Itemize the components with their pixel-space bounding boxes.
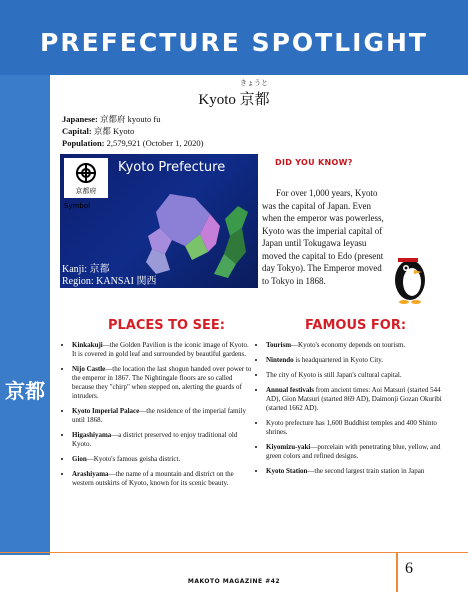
info-capital bbox=[62, 126, 134, 137]
prefecture-map bbox=[60, 154, 258, 288]
map-title: Kyoto Prefecture bbox=[118, 160, 226, 175]
population-label: Population: bbox=[62, 138, 105, 148]
furigana: きょうと bbox=[240, 79, 268, 87]
symbol-label: Symbol bbox=[64, 202, 91, 210]
info-japanese bbox=[62, 114, 160, 125]
list-item: • Nijo Castle—the location the last shogun handed over power to the emperor in 1867. The Nightingale floors are so called because they "chirp" when stepped on, alerting the guards of intruders. bbox=[72, 365, 252, 401]
places-heading: PLACES TO SEE: bbox=[108, 318, 225, 333]
kanji-line: Kanji: 京都 bbox=[62, 264, 110, 275]
population-value: 2,579,921 (October 1, 2020) bbox=[106, 138, 204, 148]
page-title: Kyoto 京都 bbox=[198, 92, 270, 108]
banner-title: PREFECTURE SPOTLIGHT bbox=[40, 28, 428, 57]
penguin-mascot-icon bbox=[390, 248, 430, 304]
capital-value: 京都 Kyoto bbox=[93, 126, 135, 136]
list-item: • Gion—Kyoto's famous geisha district. bbox=[72, 455, 252, 464]
famous-heading: FAMOUS FOR: bbox=[305, 318, 407, 333]
list-item: • Nintendo is headquartered in Kyoto City. bbox=[266, 356, 454, 365]
capital-label: Capital: bbox=[62, 126, 92, 136]
prefecture-symbol bbox=[64, 158, 108, 198]
places-list bbox=[60, 341, 252, 494]
japanese-value: 京都府 kyouto fu bbox=[100, 114, 161, 124]
list-item: • Higashiyama—a district preserved to enjoy traditional old Kyoto. bbox=[72, 431, 252, 449]
footer-divider bbox=[396, 552, 398, 592]
footer-magazine: MAKOTO MAGAZINE #42 bbox=[187, 578, 281, 585]
sidebar-kanji: 京都 bbox=[5, 379, 45, 403]
japanese-label: Japanese: bbox=[62, 114, 98, 124]
list-item: • Kyoto prefecture has 1,600 Buddhist temples and 400 Shinto shrines. bbox=[266, 419, 454, 437]
list-item: • Arashiyama—the name of a mountain and district on the western outskirts of Kyoto, known for its scenic beauty. bbox=[72, 470, 252, 488]
list-item: • Annual festivals from ancient times: Aoi Matsuri (started 544 AD), Gion Matsuri (started 869 AD), Daimonji Gozan Okuribi (started 1662 AD). bbox=[266, 386, 454, 413]
list-item: • Tourism—Kyoto's economy depends on tourism. bbox=[266, 341, 454, 350]
page-number: 6 bbox=[405, 560, 413, 577]
info-population bbox=[62, 138, 203, 149]
list-item: • Kyoto Imperial Palace—the residence of the imperial family until 1868. bbox=[72, 407, 252, 425]
famous-list bbox=[254, 341, 454, 482]
did-you-know-text: For over 1,000 years, Kyoto was the capital of Japan. Even when the emperor was powerless, Kyoto was the imperial capital of Japan until Tokugawa Ieyasu moved the capital to Edo (present day Tokyo). The Emperor moved to Tokyo in 1868. bbox=[262, 188, 384, 286]
sidebar bbox=[0, 75, 50, 555]
list-item: • Kinkakuji—the Golden Pavilion is the iconic image of Kyoto. It is covered in gold leaf and surrounded by beautiful gardens. bbox=[72, 341, 252, 359]
did-you-know-title: DID YOU KNOW? bbox=[275, 158, 353, 167]
region-line: Region: KANSAI 関西 bbox=[62, 276, 157, 287]
list-item: • The city of Kyoto is still Japan's cultural capital. bbox=[266, 371, 454, 380]
list-item: • Kiyomizu-yaki—porcelain with penetrating blue, yellow, and green colors and refined designs. bbox=[266, 443, 454, 461]
symbol-caption: 京都府 bbox=[75, 187, 97, 195]
banner bbox=[0, 0, 468, 75]
map-kanji-region bbox=[62, 264, 156, 288]
list-item: • Kyoto Station—the second largest train station in Japan bbox=[266, 467, 454, 476]
